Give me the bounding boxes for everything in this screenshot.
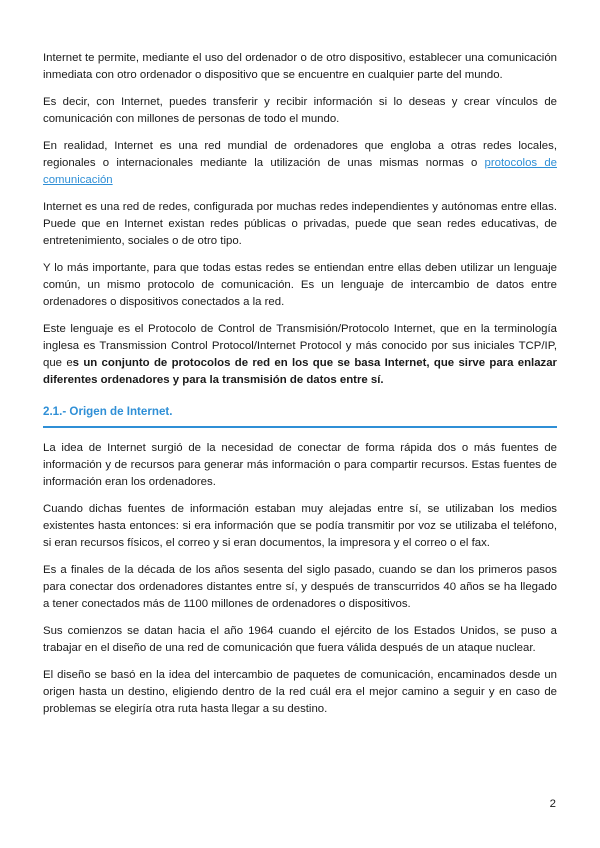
paragraph-intro-2: Es decir, con Internet, puedes transferir y recibir información si lo deseas y crear vínculos de comunicación con millones de personas de todo el mundo.	[43, 96, 557, 125]
bold-definition: s un conjunto de protocolos de red en los que se basa Internet, que sirve para enlazar diferentes ordenadores y para la transmisión de datos entre sí.	[43, 357, 557, 386]
paragraph-origin-3: Es a finales de la década de los años sesenta del siglo pasado, cuando se dan los primeros pasos para conectar dos ordenadores distantes entre sí, y después de transcurridos 40 años se ha llegado a tener conectados más de 1100 millones de ordenadores o dispositivos.	[43, 564, 557, 610]
paragraph-tcp-ip	[43, 321, 557, 389]
paragraph-origin-2: Cuando dichas fuentes de información estaban muy alejadas entre sí, se utilizaban los medios existentes hasta entonces: si era información que se podía transmitir por voz se utilizaba el teléfono, si eran recursos físicos, el correo y si eran documentos, la impresora y el correo o el fax.	[43, 503, 557, 549]
section-heading-origin: 2.1.- Origen de Internet.	[43, 403, 557, 428]
paragraph-intro-1: Internet te permite, mediante el uso del ordenador o de otro dispositivo, establecer una comunicación inmediata con otro ordenador o dispositivo que se encuentre en cualquier parte del mundo.	[43, 52, 557, 81]
paragraph-text: Este lenguaje es el Protocolo de Control de Transmisión/Protocolo Internet, que en la terminología inglesa es Transmission Control Protocol/Internet Protocol y más conocido por sus iniciales TCP/IP, que e	[43, 323, 557, 369]
paragraph-origin-1: La idea de Internet surgió de la necesidad de conectar de forma rápida dos o más fuentes de información y de recursos para generar más información o para compartir recursos. Estas fuentes de información eran los ordenadores.	[43, 442, 557, 488]
paragraph-network-protocols	[43, 138, 557, 189]
paragraph-origin-4: Sus comienzos se datan hacia el año 1964 cuando el ejército de los Estados Unidos, se puso a trabajar en el diseño de una red de comunicación que fuera válida después de un ataque nuclear.	[43, 625, 557, 654]
document-page	[43, 50, 557, 728]
paragraph-network-of-networks: Internet es una red de redes, configurada por muchas redes independientes y autónomas entre ellas. Puede que en Internet existan redes públicas o privadas, puede que sean redes educativas, de entretenimiento, sociales o de otro tipo.	[43, 201, 557, 247]
page-number: 2	[549, 798, 556, 810]
protocols-link[interactable]: protocolos de comunicación	[43, 157, 557, 186]
paragraph-common-language: Y lo más importante, para que todas estas redes se entiendan entre ellas deben utilizar un lenguaje común, un mismo protocolo de comunicación. Es un lenguaje de intercambio de datos entre ordenadores o dispositivos conectados a la red.	[43, 262, 557, 308]
paragraph-text: En realidad, Internet es una red mundial de ordenadores que engloba a otras redes locales, regionales o internacionales mediante la utilización de unas mismas normas o	[43, 140, 557, 169]
paragraph-origin-5: El diseño se basó en la idea del intercambio de paquetes de comunicación, encaminados desde un origen hasta un destino, eligiendo dentro de la red cuál era el mejor camino a seguir y en caso de problemas se elegiría otra ruta hasta llegar a su destino.	[43, 669, 557, 715]
